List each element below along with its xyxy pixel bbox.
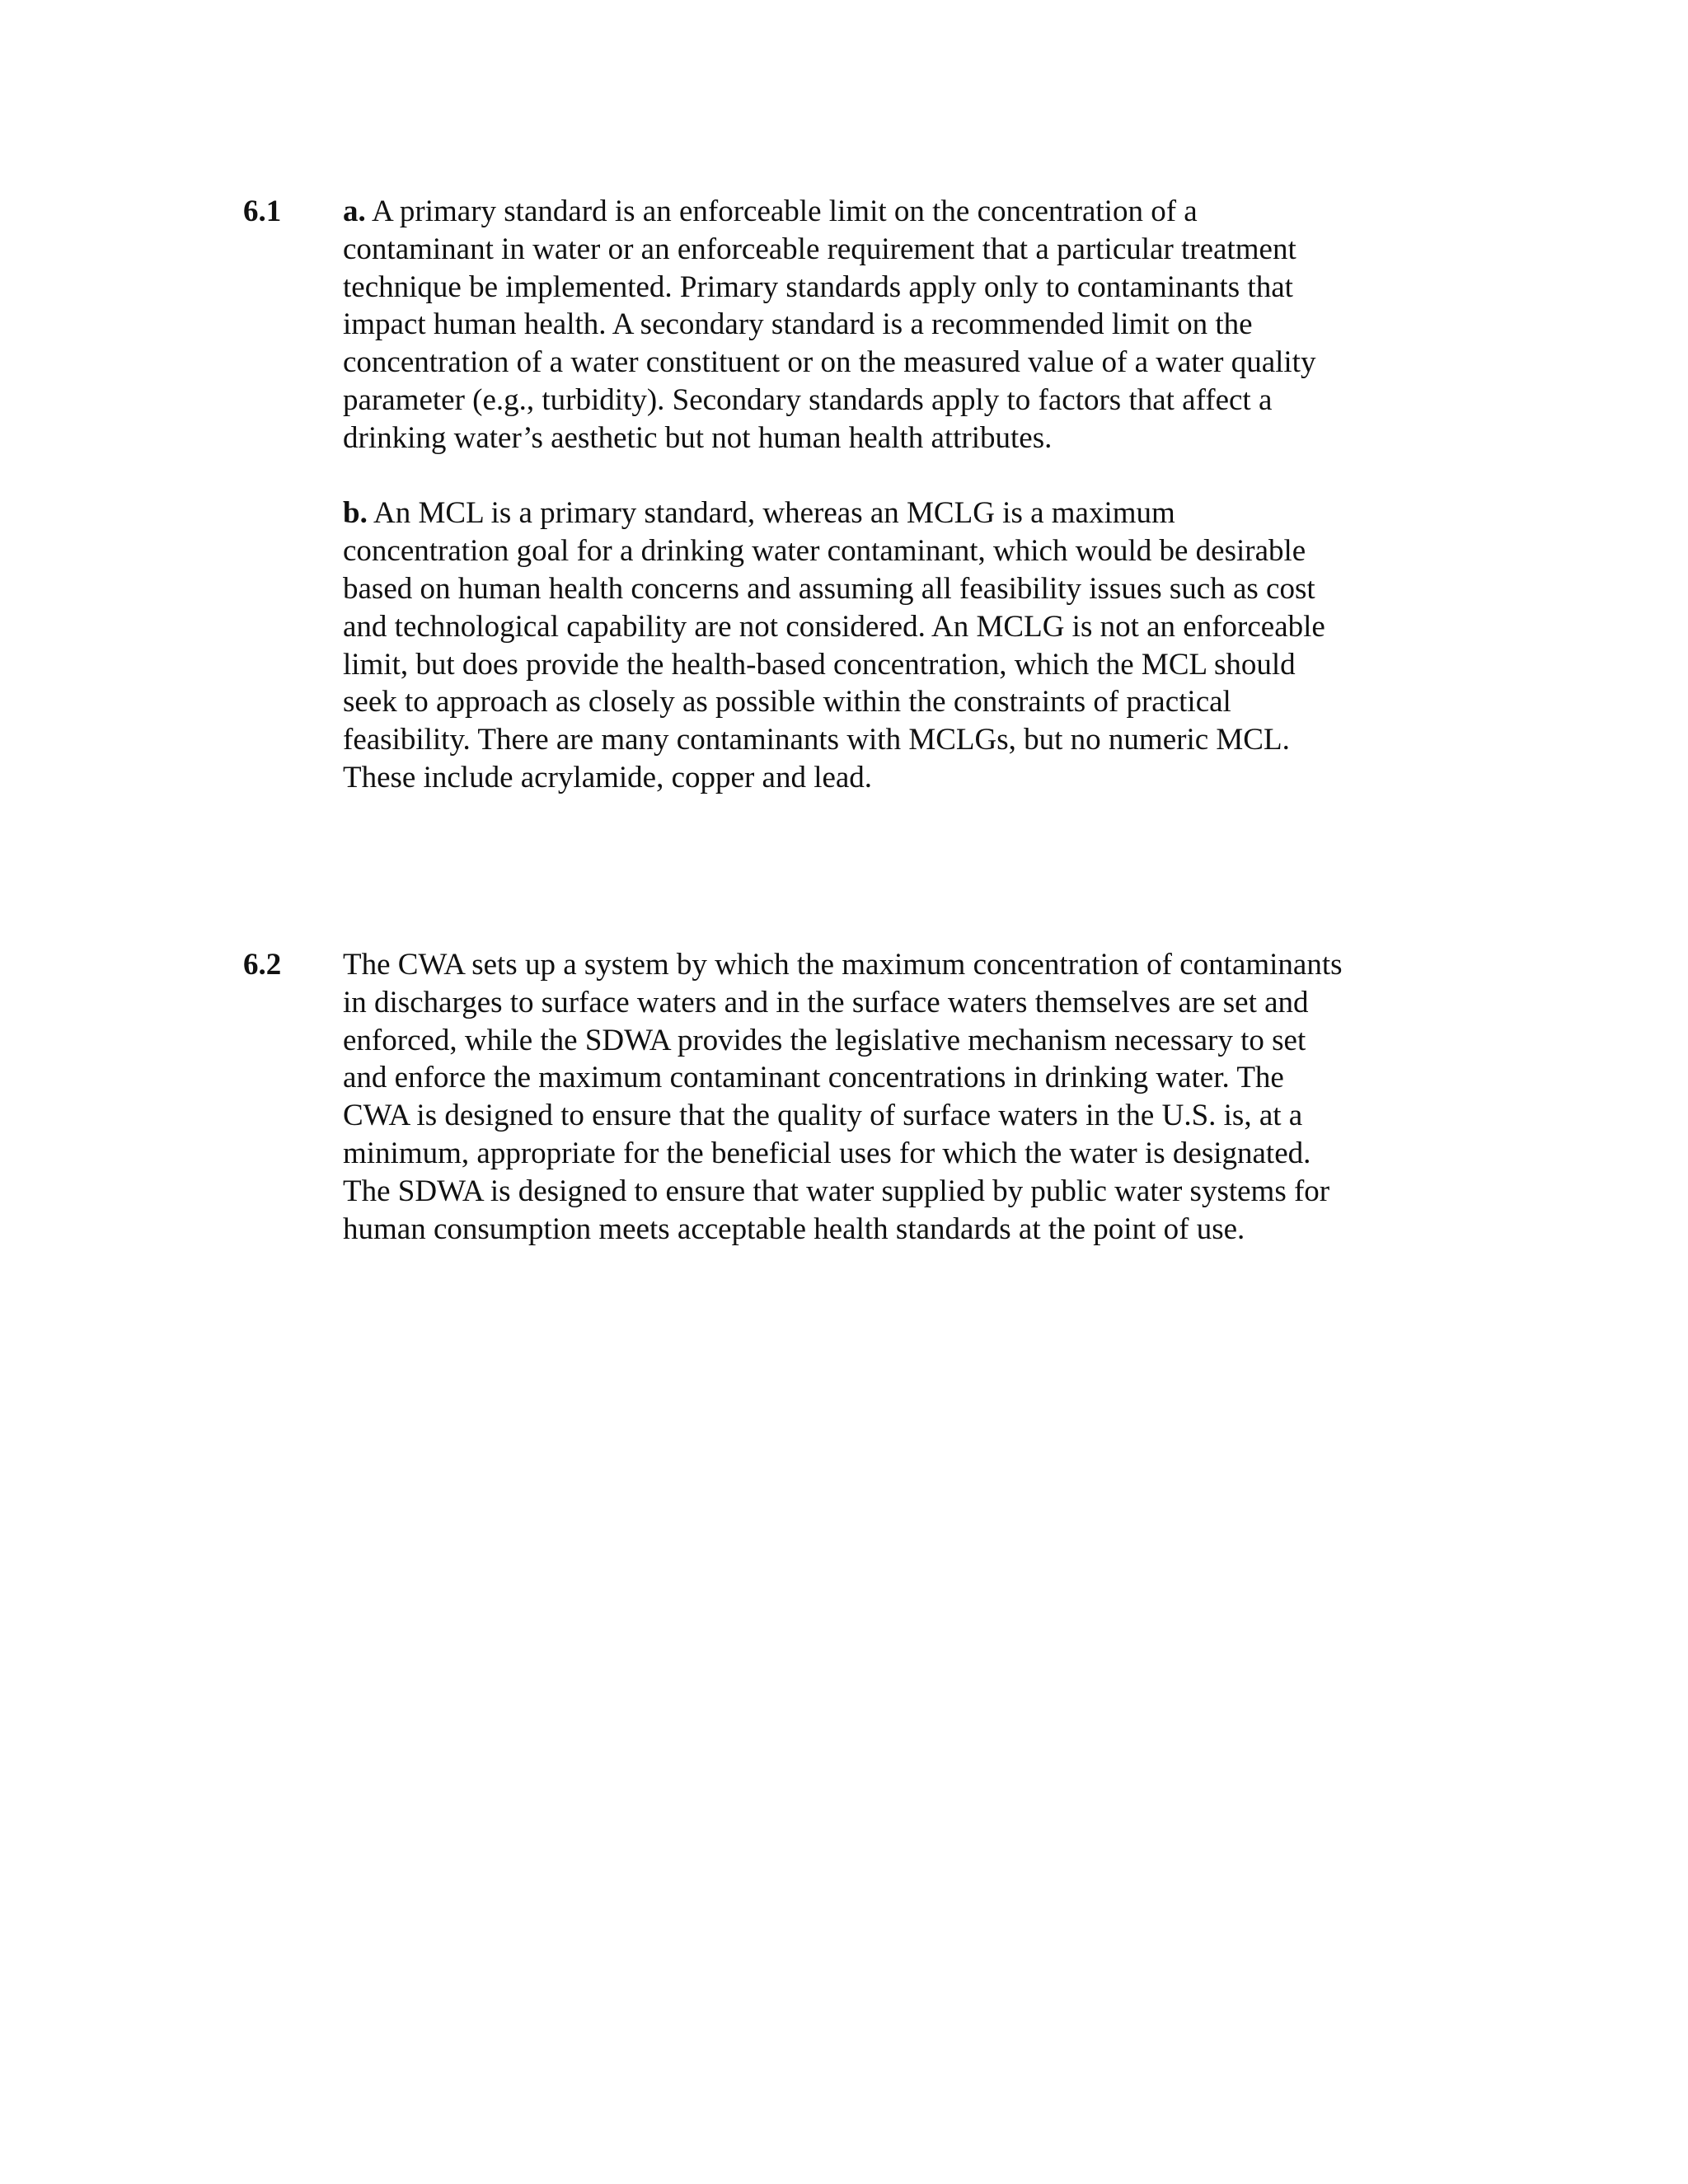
problem-number: 6.2	[243, 948, 282, 982]
problem-body	[343, 946, 1447, 1248]
answer-line: CWA is designed to ensure that the quality of surface waters in the U.S. is, at a	[343, 1099, 1303, 1133]
answer-line: concentration goal for a drinking water contaminant, which would be desirable	[343, 534, 1306, 569]
answer-line: These include acrylamide, copper and lead.	[343, 760, 873, 794]
answer-line: a. A primary standard is an enforceable limit on the concentration of a	[343, 194, 1198, 228]
part-label-b: b.	[343, 496, 368, 531]
answer-line: enforced, while the SDWA provides the legislative mechanism necessary to set	[343, 1023, 1306, 1057]
answer-part-a	[343, 193, 1447, 457]
answer-paragraph	[343, 946, 1447, 1248]
answer-line: in discharges to surface waters and in the surface waters themselves are set and	[343, 985, 1309, 1019]
answer-line: technique be implemented. Primary standards apply only to contaminants that	[343, 269, 1293, 304]
answer-line: feasibility. There are many contaminants with MCLGs, but no numeric MCL.	[343, 723, 1290, 757]
answer-line: drinking water’s aesthetic but not human health attributes.	[343, 420, 1053, 455]
answer-part-b	[343, 494, 1447, 796]
part-label-a: a.	[343, 194, 366, 228]
answer-line: seek to approach as closely as possible within the constraints of practical	[343, 685, 1231, 719]
problem-body	[343, 193, 1447, 797]
answer-line: based on human health concerns and assuming all feasibility issues such as cost	[343, 571, 1315, 606]
answer-line: concentration of a water constituent or on the measured value of a water quality	[343, 345, 1316, 380]
answer-line: impact human health. A secondary standard is a recommended limit on the	[343, 307, 1253, 342]
problem-number: 6.1	[243, 194, 282, 228]
answer-line: parameter (e.g., turbidity). Secondary standards apply to factors that affect a	[343, 382, 1273, 417]
answer-line: The CWA sets up a system by which the maximum concentration of contaminants	[343, 948, 1343, 982]
answer-line: contaminant in water or an enforceable requirement that a particular treatment	[343, 232, 1296, 266]
answer-line: limit, but does provide the health-based concentration, which the MCL should	[343, 647, 1296, 682]
answer-line: and enforce the maximum contaminant concentrations in drinking water. The	[343, 1061, 1284, 1095]
answer-line: minimum, appropriate for the beneficial uses for which the water is designated.	[343, 1136, 1311, 1170]
answer-line: and technological capability are not considered. An MCLG is not an enforceable	[343, 609, 1325, 644]
answer-line: b. An MCL is a primary standard, whereas an MCLG is a maximum	[343, 496, 1175, 531]
answer-line: human consumption meets acceptable health standards at the point of use.	[343, 1212, 1245, 1246]
answer-line: The SDWA is designed to ensure that water supplied by public water systems for	[343, 1174, 1330, 1208]
